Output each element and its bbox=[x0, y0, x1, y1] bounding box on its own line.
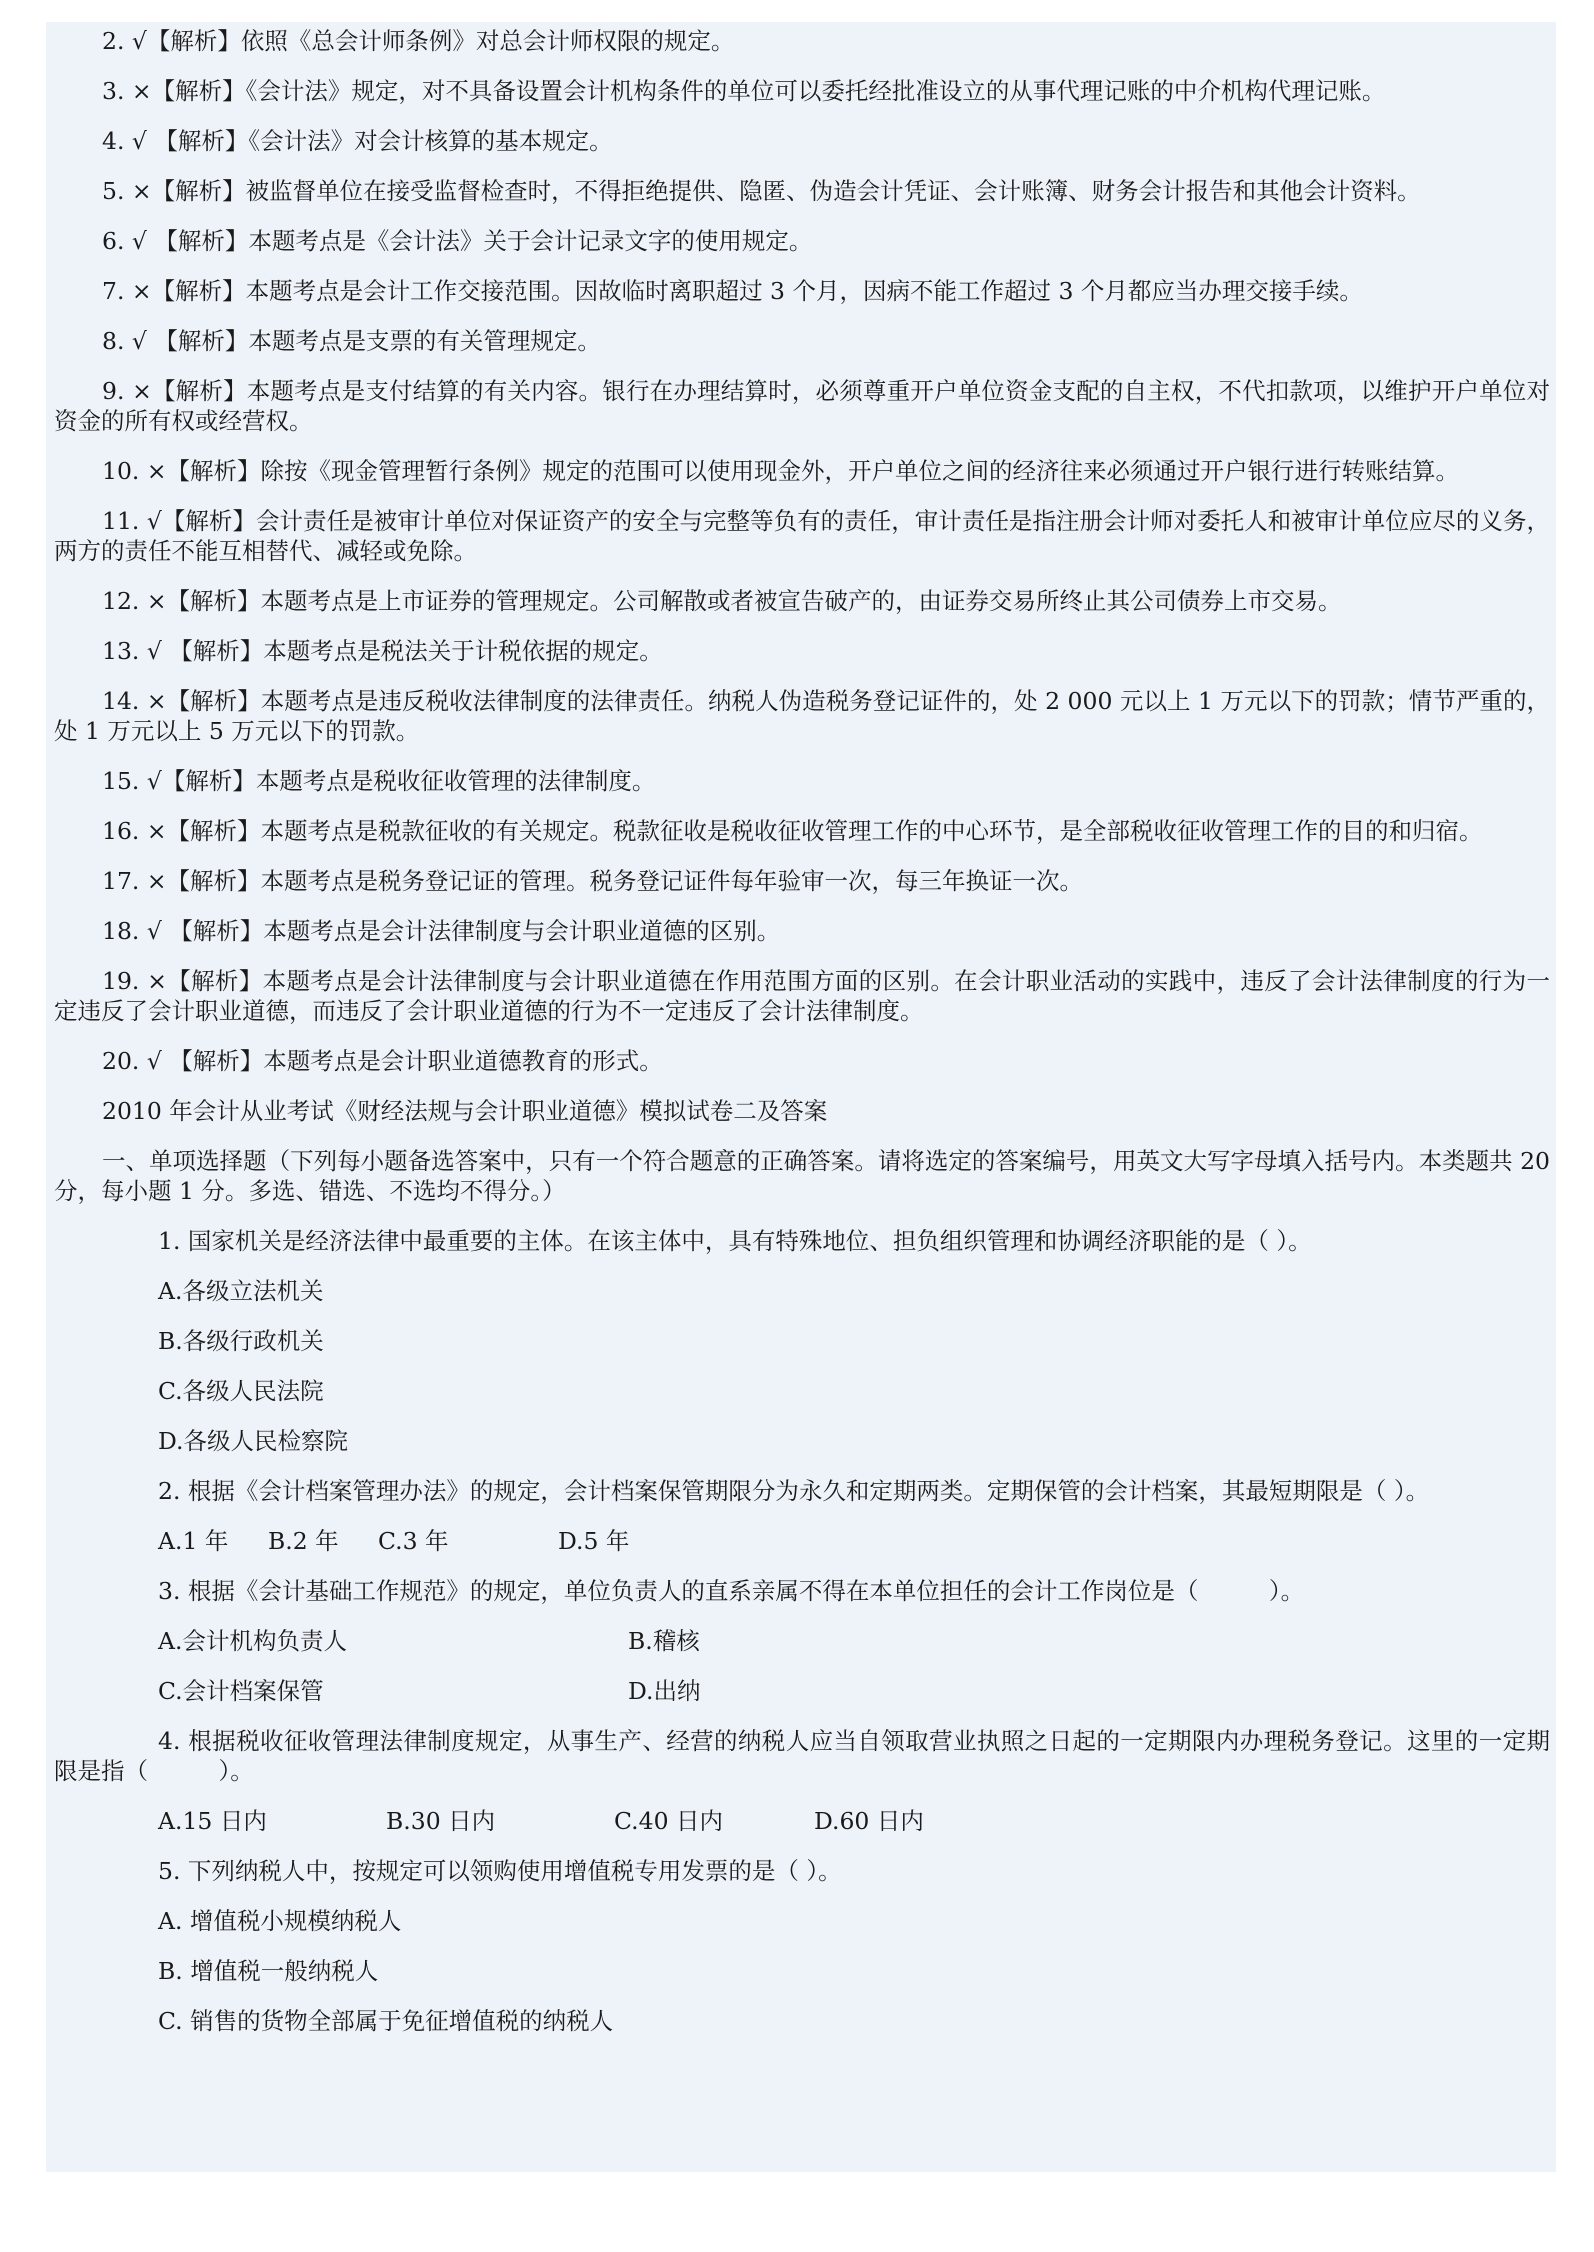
question-1-option-a: A.各级立法机关 bbox=[158, 1277, 324, 1305]
question-4-stem: 4. 根据税收征收管理法律制度规定，从事生产、经营的纳税人应当自领取营业执照之日起的一定期限内办理税务登记。这里的一定期限是指（ ）。 bbox=[54, 1727, 1550, 1785]
question-1-stem: 1. 国家机关是经济法律中最重要的主体。在该主体中，具有特殊地位、担负组织管理和协调经济职能的是（ ）。 bbox=[158, 1227, 1312, 1255]
answer-7: 7. ×【解析】本题考点是会计工作交接范围。因故临时离职超过 3 个月，因病不能工作超过 3 个月都应当办理交接手续。 bbox=[102, 277, 1363, 305]
question-2-options bbox=[158, 1526, 1550, 1556]
answer-20: 20. √ 【解析】本题考点是会计职业道德教育的形式。 bbox=[102, 1047, 663, 1075]
answer-2: 2. √【解析】依照《总会计师条例》对总会计师权限的规定。 bbox=[102, 27, 735, 55]
question-2-option-d: D.5 年 bbox=[558, 1527, 630, 1555]
answer-3: 3. ×【解析】《会计法》规定，对不具备设置会计机构条件的单位可以委托经批准设立的从事代理记账的中介机构代理记账。 bbox=[102, 77, 1386, 105]
answer-17: 17. ×【解析】本题考点是税务登记证的管理。税务登记证件每年验审一次，每三年换证一次。 bbox=[102, 867, 1084, 895]
question-4-option-c: C.40 日内 bbox=[614, 1807, 723, 1835]
question-3-options-row2 bbox=[158, 1676, 1550, 1706]
question-5-option-c: C. 销售的货物全部属于免征增值税的纳税人 bbox=[158, 2007, 614, 2035]
answer-4: 4. √ 【解析】《会计法》对会计核算的基本规定。 bbox=[102, 127, 613, 155]
answer-12: 12. ×【解析】本题考点是上市证券的管理规定。公司解散或者被宣告破产的，由证券交易所终止其公司债券上市交易。 bbox=[102, 587, 1342, 615]
question-4-options bbox=[158, 1806, 1550, 1836]
question-3-option-c: C.会计档案保管 bbox=[158, 1677, 324, 1705]
answer-6: 6. √ 【解析】本题考点是《会计法》关于会计记录文字的使用规定。 bbox=[102, 227, 813, 255]
question-4-option-a: A.15 日内 bbox=[158, 1807, 267, 1835]
answer-13: 13. √ 【解析】本题考点是税法关于计税依据的规定。 bbox=[102, 637, 663, 665]
answer-11: 11. √【解析】会计责任是被审计单位对保证资产的安全与完整等负有的责任，审计责任是指注册会计师对委托人和被审计单位应尽的义务，两方的责任不能互相替代、减轻或免除。 bbox=[54, 507, 1550, 565]
question-2-option-b: B.2 年 bbox=[268, 1527, 339, 1555]
answer-15: 15. √【解析】本题考点是税收征收管理的法律制度。 bbox=[102, 767, 656, 795]
question-4-option-d: D.60 日内 bbox=[814, 1807, 924, 1835]
answer-5: 5. ×【解析】被监督单位在接受监督检查时，不得拒绝提供、隐匿、伪造会计凭证、会计账簿、财务会计报告和其他会计资料。 bbox=[102, 177, 1421, 205]
answer-14: 14. ×【解析】本题考点是违反税收法律制度的法律责任。纳税人伪造税务登记证件的，处 2 000 元以上 1 万元以下的罚款；情节严重的，处 1 万元以上 5 万元以下的罚款。 bbox=[54, 687, 1550, 745]
answer-19: 19. ×【解析】本题考点是会计法律制度与会计职业道德在作用范围方面的区别。在会计职业活动的实践中，违反了会计法律制度的行为一定违反了会计职业道德，而违反了会计职业道德的行为不一定违反了会计法律制度。 bbox=[54, 967, 1550, 1025]
question-2-option-c: C.3 年 bbox=[378, 1527, 449, 1555]
question-1-option-d: D.各级人民检察院 bbox=[158, 1427, 348, 1455]
exam-title: 2010 年会计从业考试《财经法规与会计职业道德》模拟试卷二及答案 bbox=[102, 1097, 828, 1125]
answer-16: 16. ×【解析】本题考点是税款征收的有关规定。税款征收是税收征收管理工作的中心环节，是全部税收征收管理工作的目的和归宿。 bbox=[102, 817, 1483, 845]
question-2-option-a: A.1 年 bbox=[158, 1527, 229, 1555]
answer-8: 8. √ 【解析】本题考点是支票的有关管理规定。 bbox=[102, 327, 601, 355]
question-5-stem: 5. 下列纳税人中，按规定可以领购使用增值税专用发票的是（ ）。 bbox=[158, 1857, 842, 1885]
question-4-option-b: B.30 日内 bbox=[386, 1807, 496, 1835]
document-content bbox=[54, 22, 1550, 2056]
answer-10: 10. ×【解析】除按《现金管理暂行条例》规定的范围可以使用现金外，开户单位之间的经济往来必须通过开户银行进行转账结算。 bbox=[102, 457, 1460, 485]
question-5-option-a: A. 增值税小规模纳税人 bbox=[158, 1907, 402, 1935]
question-2-stem: 2. 根据《会计档案管理办法》的规定，会计档案保管期限分为永久和定期两类。定期保管的会计档案，其最短期限是（ ）。 bbox=[158, 1477, 1430, 1505]
document-page bbox=[46, 22, 1556, 2172]
question-1-option-b: B.各级行政机关 bbox=[158, 1327, 324, 1355]
question-1-option-c: C.各级人民法院 bbox=[158, 1377, 324, 1405]
question-3-option-b: B.稽核 bbox=[628, 1627, 700, 1655]
answer-9: 9. ×【解析】本题考点是支付结算的有关内容。银行在办理结算时，必须尊重开户单位资金支配的自主权，不代扣款项，以维护开户单位对资金的所有权或经营权。 bbox=[54, 377, 1550, 435]
section-heading: 一、单项选择题（下列每小题备选答案中，只有一个符合题意的正确答案。请将选定的答案编号，用英文大写字母填入括号内。本类题共 20 分，每小题 1 分。多选、错选、不选均不得分。） bbox=[54, 1147, 1550, 1205]
answer-18: 18. √ 【解析】本题考点是会计法律制度与会计职业道德的区别。 bbox=[102, 917, 781, 945]
question-3-stem: 3. 根据《会计基础工作规范》的规定，单位负责人的直系亲属不得在本单位担任的会计工作岗位是（ ）。 bbox=[158, 1577, 1305, 1605]
question-5-option-b: B. 增值税一般纳税人 bbox=[158, 1957, 379, 1985]
question-3-options bbox=[158, 1626, 1550, 1656]
question-3-option-a: A.会计机构负责人 bbox=[158, 1627, 347, 1655]
question-3-option-d: D.出纳 bbox=[628, 1677, 701, 1705]
